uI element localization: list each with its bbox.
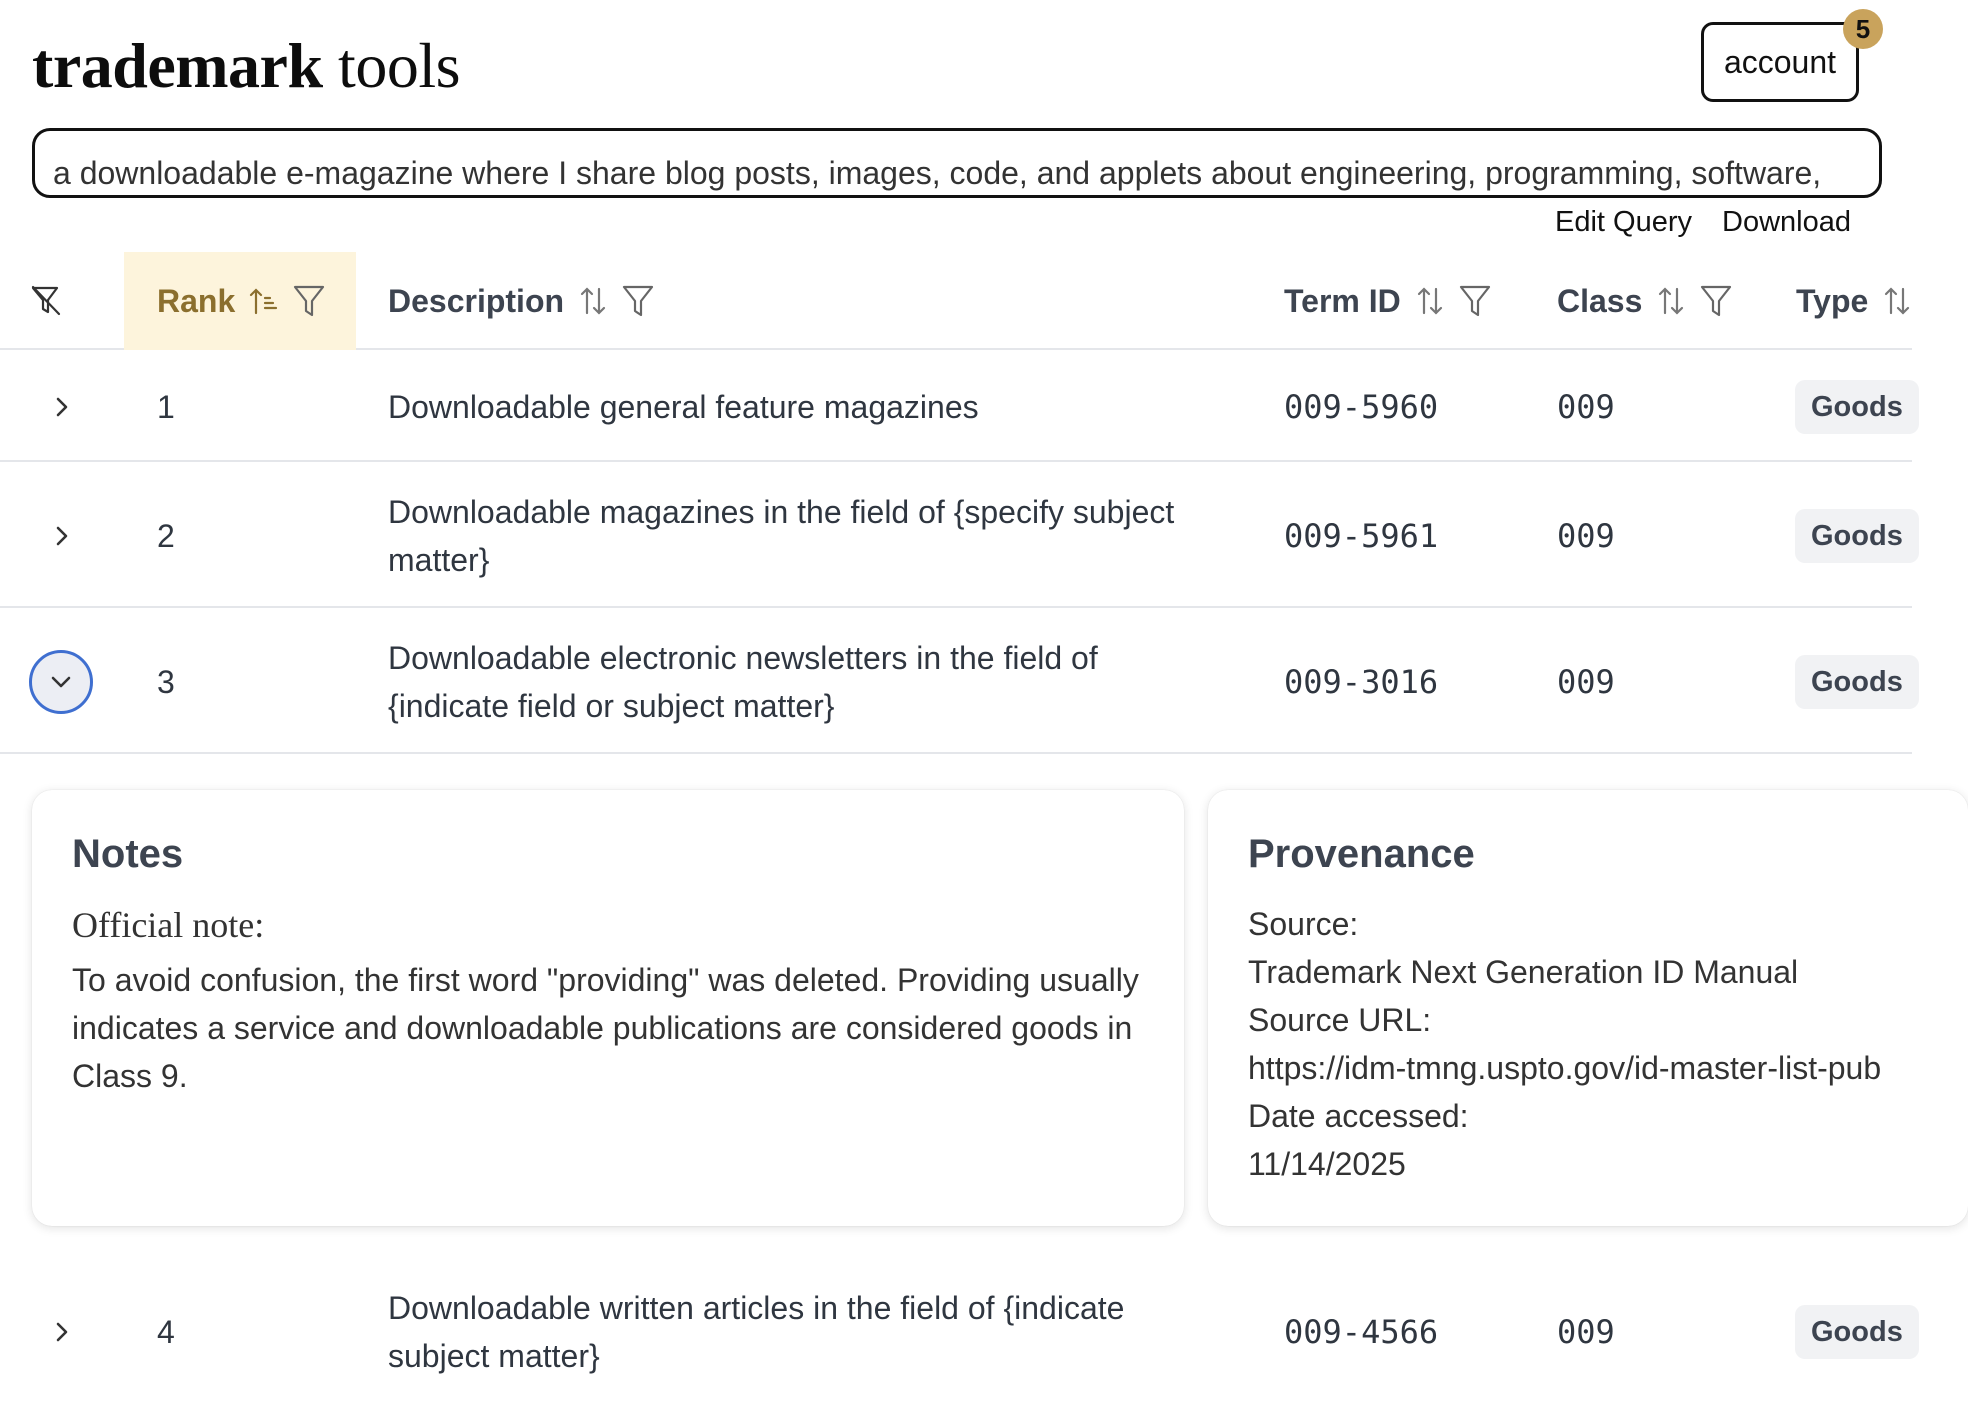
sort-ascending-icon[interactable] <box>249 286 279 316</box>
logo-bold-text: trademark <box>32 30 323 101</box>
sort-icon[interactable] <box>578 285 608 317</box>
column-header-rank[interactable] <box>124 252 356 350</box>
term-id-cell: 009-3016 <box>1284 663 1439 701</box>
notes-card <box>32 790 1184 1226</box>
column-label-term-id: Term ID <box>1284 282 1401 319</box>
description-cell: Downloadable general feature magazines <box>388 389 979 425</box>
column-label-description: Description <box>388 282 565 319</box>
sort-icon[interactable] <box>1415 285 1445 317</box>
provenance-title: Provenance <box>1248 832 1475 876</box>
class-cell: 009 <box>1557 388 1615 426</box>
collapse-row-button[interactable] <box>29 650 93 714</box>
column-header-type[interactable] <box>1796 252 1912 350</box>
chevron-down-icon <box>49 670 73 694</box>
edit-query-button[interactable]: Edit Query <box>1555 206 1692 238</box>
official-note-label: Official note: <box>72 905 265 945</box>
date-accessed-value: 11/14/2025 <box>1248 1146 1406 1182</box>
type-badge: Goods <box>1795 380 1919 434</box>
description-cell: Downloadable written articles in the field of {indicate subject matter} <box>388 1290 1125 1374</box>
expand-row-button[interactable] <box>29 504 93 568</box>
rank-cell: 1 <box>157 389 175 425</box>
expand-row-button[interactable] <box>29 375 93 439</box>
source-url-link[interactable]: https://idm-tmng.uspto.gov/id-master-list-pub <box>1248 1050 1882 1086</box>
column-header-class[interactable] <box>1557 252 1732 350</box>
column-label-class: Class <box>1557 282 1643 319</box>
chevron-right-icon <box>50 525 72 547</box>
clear-filters-icon[interactable] <box>30 284 62 323</box>
provenance-card <box>1208 790 1968 1226</box>
app-logo[interactable] <box>32 26 460 106</box>
date-accessed-label: Date accessed: <box>1248 1098 1469 1134</box>
column-label-rank: Rank <box>157 282 236 319</box>
sort-icon[interactable] <box>1656 285 1686 317</box>
download-button[interactable]: Download <box>1722 206 1851 238</box>
table-row[interactable] <box>0 1260 1912 1404</box>
source-url-label: Source URL: <box>1248 1002 1432 1038</box>
description-cell: Downloadable electronic newsletters in the field of {indicate field or subject matter} <box>388 640 1098 724</box>
filter-icon[interactable] <box>293 284 325 318</box>
table-header <box>0 252 1912 350</box>
official-note-text: To avoid confusion, the first word "providing" was deleted. Providing usually indicates a service and downloadable publications are considered goods in Class 9. <box>72 962 1139 1094</box>
class-cell: 009 <box>1557 663 1615 701</box>
column-header-term-id[interactable] <box>1284 252 1491 350</box>
table-row[interactable] <box>0 610 1912 754</box>
chevron-right-icon <box>50 1321 72 1343</box>
filter-icon[interactable] <box>1700 284 1732 318</box>
column-header-description[interactable] <box>388 252 654 350</box>
table-row[interactable] <box>0 352 1912 462</box>
rank-cell: 3 <box>157 664 175 700</box>
logo-light-text: tools <box>338 30 460 101</box>
type-badge: Goods <box>1795 509 1919 563</box>
source-label: Source: <box>1248 906 1359 942</box>
column-label-type: Type <box>1796 282 1869 319</box>
rank-cell: 2 <box>157 518 175 554</box>
filter-icon[interactable] <box>622 284 654 318</box>
table-row[interactable] <box>0 464 1912 608</box>
expand-row-button[interactable] <box>29 1300 93 1364</box>
rank-cell: 4 <box>157 1314 175 1350</box>
term-id-cell: 009-4566 <box>1284 1313 1439 1351</box>
notes-title: Notes <box>72 832 184 876</box>
source-value: Trademark Next Generation ID Manual <box>1248 954 1799 990</box>
term-id-cell: 009-5960 <box>1284 388 1439 426</box>
query-input[interactable] <box>32 128 1882 198</box>
account-button[interactable]: account <box>1701 22 1859 102</box>
class-cell: 009 <box>1557 1313 1615 1351</box>
sort-icon[interactable] <box>1882 285 1912 317</box>
notification-badge: 5 <box>1843 9 1883 49</box>
description-cell: Downloadable magazines in the field of {specify subject matter} <box>388 494 1175 578</box>
filter-icon[interactable] <box>1459 284 1491 318</box>
type-badge: Goods <box>1795 1305 1919 1359</box>
query-text: a downloadable e-magazine where I share blog posts, images, code, and applets about engineering, programming, software, <box>53 155 1822 191</box>
term-id-cell: 009-5961 <box>1284 517 1439 555</box>
type-badge: Goods <box>1795 655 1919 709</box>
chevron-right-icon <box>50 396 72 418</box>
class-cell: 009 <box>1557 517 1615 555</box>
